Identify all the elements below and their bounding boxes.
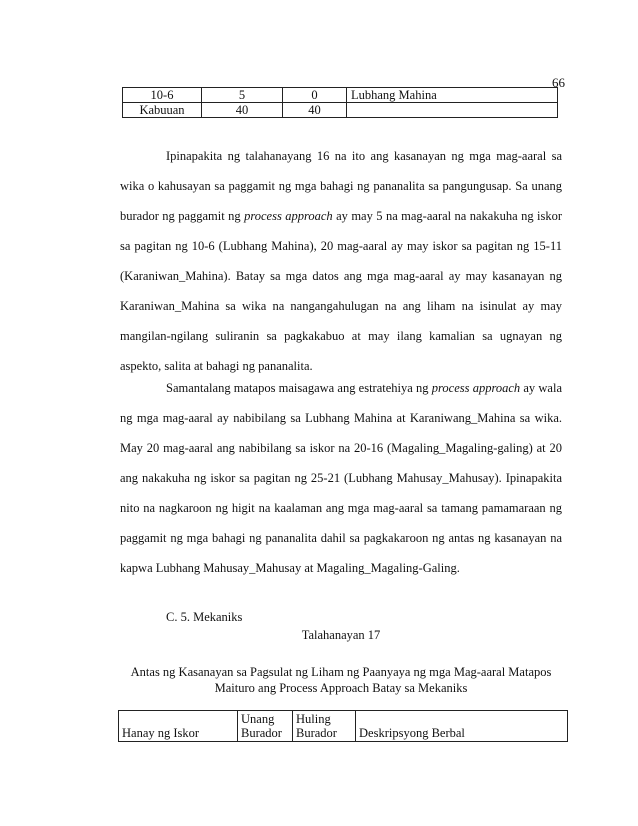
first-draft-total-cell: 40: [202, 103, 283, 118]
final-draft-total-cell: 40: [283, 103, 347, 118]
paragraph-table-16-interpretation: Ipinapakita ng talahanayang 16 na ito ang kasanayan ng mga mag-aaral sa wika o kahusayan sa paggamit ng mga bahagi ng pananalita sa pangungusap. Sa unang burador ng paggamit ng process approach ay may 5 na mag-aaral na nakakuha ng iskor sa pagitan ng 10-6 (Lubhang Mahina), 20 mag-aaral ay may iskor sa pagitan ng 15-11 (Karaniwan_Mahina). Batay sa mga datos ang mga mag-aaral ay may kasanayan ng Karaniwan_Mahina sa wika na nangangahulugan na ang liham na isinulat ay may mangilan-ngilang suliranin sa pagkakabuo at may ilang kamalian sa ugnayan ng aspekto, salita at bahagi ng pananalita.: [120, 149, 562, 373]
score-range-cell: 10-6: [123, 88, 202, 103]
table-title: Antas ng Kasanayan sa Pagsulat ng Liham ng Paanyaya ng mga Mag-aaral Matapos Maituro ang Process Approach Batay sa Mekaniks: [130, 665, 552, 695]
page-number: 66: [552, 75, 565, 90]
section-heading: C. 5. Mekaniks: [166, 610, 243, 624]
header-verbal-description: Deskripsyong Berbal: [356, 711, 568, 742]
header-score-range: Hanay ng Iskor: [119, 711, 238, 742]
first-draft-cell: 5: [202, 88, 283, 103]
header-final-draft: Huling Burador: [293, 711, 356, 742]
header-first-draft: Unang Burador: [238, 711, 293, 742]
empty-cell: [347, 103, 558, 118]
table-row: [123, 103, 558, 118]
score-table-17: [118, 710, 568, 742]
total-label-cell: Kabuuan: [123, 103, 202, 118]
table-row: [123, 88, 558, 103]
table-label: Talahanayan 17: [301, 628, 381, 642]
score-table-continued: [122, 87, 558, 118]
verbal-description-cell: Lubhang Mahina: [347, 88, 558, 103]
final-draft-cell: 0: [283, 88, 347, 103]
table-header-row: [119, 711, 568, 742]
paragraph-after-strategy: Samantalang matapos maisagawa ang estratehiya ng process approach ay wala ng mga mag-aaral ay nabibilang sa Lubhang Mahina at Karaniwang_Mahina sa wika. May 20 mag-aaral ang nabibilang sa iskor na 20-16 (Magaling_Magaling-galing) at 20 ang nakakuha ng iskor sa pagitan ng 25-21 (Lubhang Mahusay_Mahusay). Ipinapakita nito na nagkaroon ng higit na kaalaman ang mga mag-aaral sa tamang pamamaraan ng paggamit ng mga bahagi ng pananalita dahil sa pagkakaroon ng antas ng kasanayan na kapwa Lubhang Mahusay_Mahusay at Magaling_Magaling-Galing.: [120, 381, 562, 575]
